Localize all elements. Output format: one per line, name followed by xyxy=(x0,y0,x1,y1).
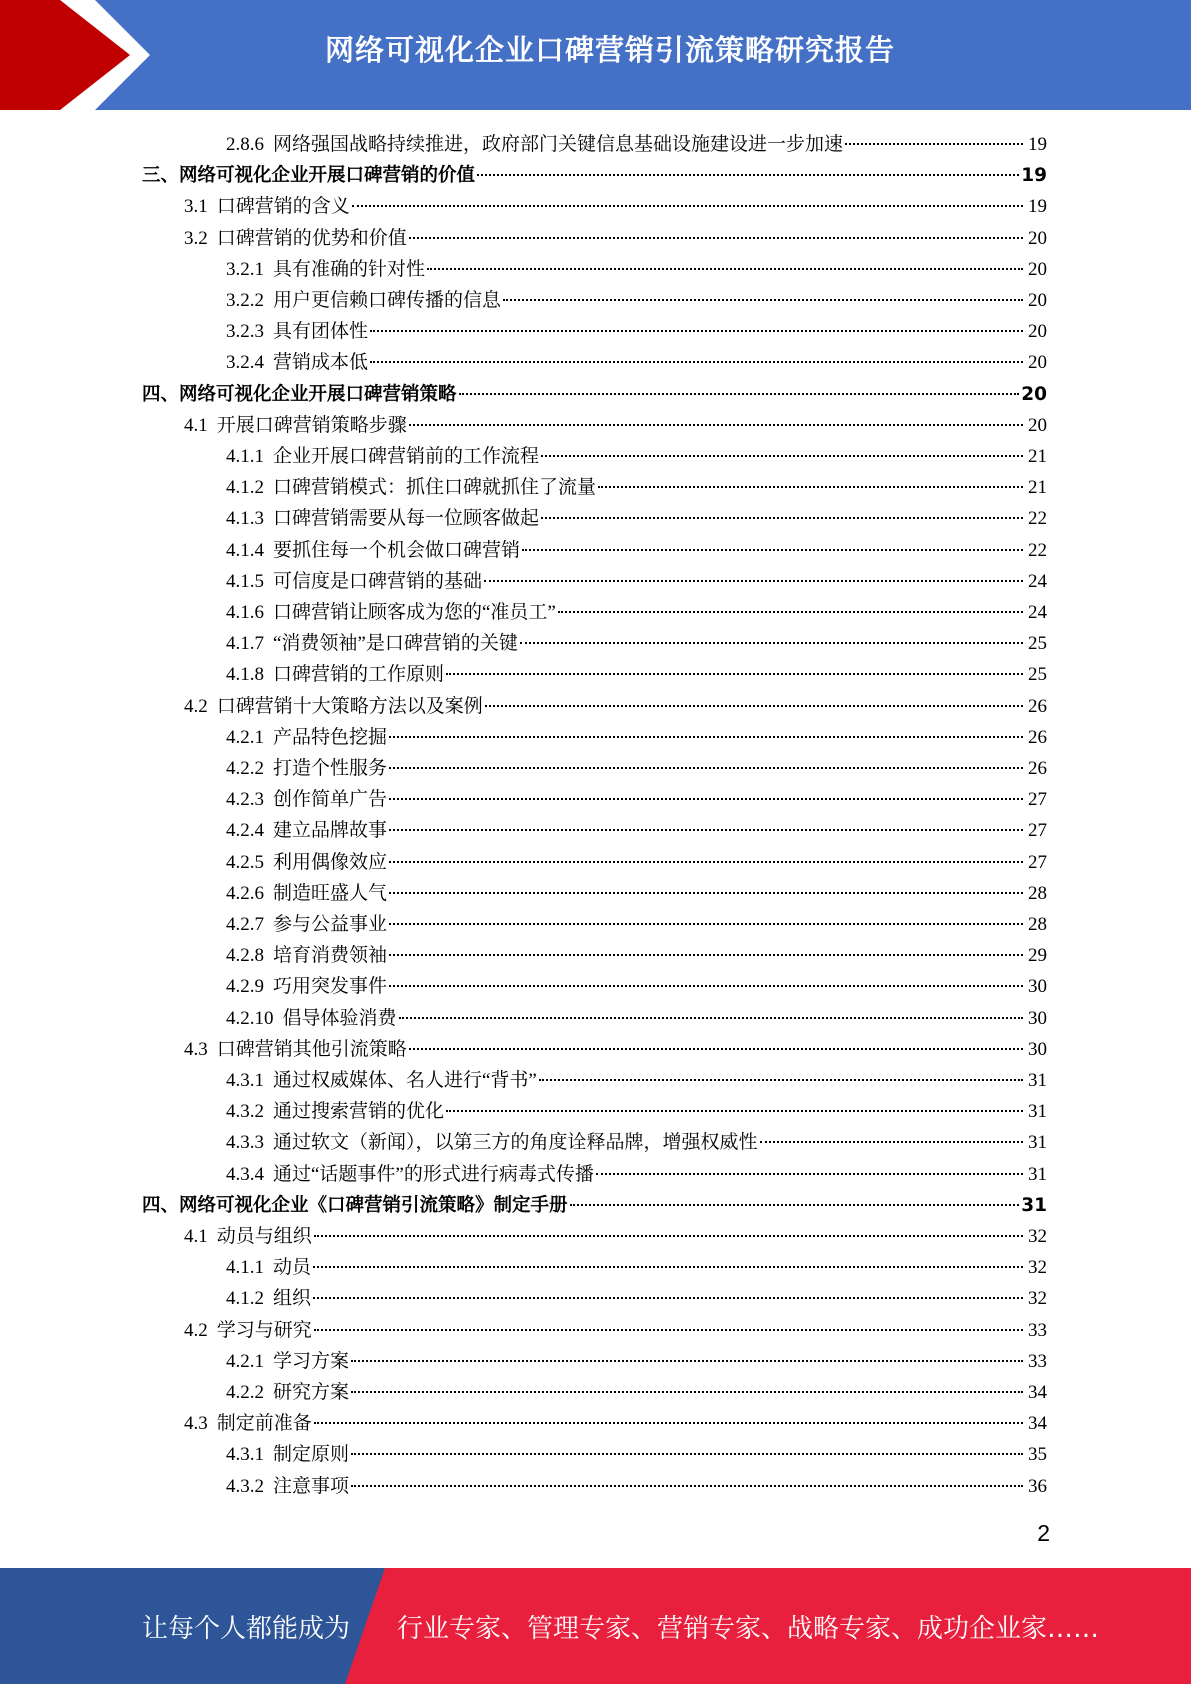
toc-dot-leader xyxy=(399,1017,1023,1019)
toc-dot-leader xyxy=(760,1141,1023,1143)
toc-entry-number: 4.2.6 xyxy=(226,882,264,904)
toc-entry[interactable] xyxy=(226,1283,1047,1314)
toc-dot-leader xyxy=(351,1453,1023,1455)
toc-entry-page: 22 xyxy=(1028,508,1047,530)
toc-entry-title: 参与公益事业 xyxy=(273,914,388,935)
toc-entry-title: 营销成本低 xyxy=(273,352,369,374)
toc-dot-leader xyxy=(389,829,1023,831)
toc-entry-title: 口碑营销的含义 xyxy=(216,196,350,218)
toc-entry[interactable] xyxy=(226,254,1047,285)
toc-entry[interactable] xyxy=(226,878,1047,909)
toc-entry-page: 27 xyxy=(1028,789,1047,811)
toc-entry-number: 4.3 xyxy=(184,1038,208,1060)
toc-entry-title: 通过权威媒体、名人进行“背书” xyxy=(273,1070,537,1091)
toc-entry-number: 4.2.9 xyxy=(226,976,264,998)
toc-entry-number: 4.1.1 xyxy=(226,446,264,467)
toc-entry-title: 口碑营销的工作原则 xyxy=(273,664,445,686)
toc-entry-page: 31 xyxy=(1021,1194,1047,1216)
toc-entry-title: “消费领袖”是口碑营销的关键 xyxy=(273,633,518,655)
toc-entry-title: 四、网络可视化企业《口碑营销引流策略》制定手册 xyxy=(142,1194,568,1216)
toc-entry-number: 4.2.3 xyxy=(226,789,264,811)
toc-dot-leader xyxy=(845,143,1023,145)
toc-entry[interactable] xyxy=(226,971,1047,1002)
toc-dot-leader xyxy=(427,268,1023,270)
page-footer xyxy=(0,1568,1191,1684)
toc-dot-leader xyxy=(409,237,1023,239)
toc-entry-page: 26 xyxy=(1028,726,1047,748)
toc-entry-title: 动员 xyxy=(273,1257,312,1279)
toc-entry-title: 创作简单广告 xyxy=(273,789,388,811)
footer-slogan-left: 让每个人都能成为 xyxy=(142,1614,351,1644)
toc-entry-title: 通过“话题事件”的形式进行病毒式传播 xyxy=(273,1163,594,1185)
toc-entry-title: 注意事项 xyxy=(273,1475,350,1497)
toc-entry-number: 4.1.5 xyxy=(226,570,264,592)
toc-entry-title: 口碑营销模式：抓住口碑就抓住了流量 xyxy=(273,477,597,499)
toc-entry-page: 31 xyxy=(1028,1132,1047,1154)
toc-entry-page: 22 xyxy=(1028,539,1047,561)
toc-entry-page: 25 xyxy=(1028,664,1047,686)
toc-entry-page: 20 xyxy=(1028,227,1047,249)
toc-entry-page: 35 xyxy=(1028,1444,1047,1466)
toc-entry-page: 36 xyxy=(1028,1475,1047,1497)
toc-entry-page: 28 xyxy=(1028,882,1047,904)
toc-entry-page: 34 xyxy=(1028,1382,1047,1403)
toc-entry[interactable] xyxy=(226,1127,1047,1158)
toc-dot-leader xyxy=(520,642,1023,644)
toc-entry-number: 4.3.2 xyxy=(226,1475,264,1497)
toc-entry-page: 20 xyxy=(1028,414,1047,436)
toc-dot-leader xyxy=(314,1329,1023,1331)
toc-entry-page: 20 xyxy=(1028,352,1047,374)
toc-entry-number: 3.2.4 xyxy=(226,352,264,374)
toc-dot-leader xyxy=(352,205,1023,207)
toc-dot-leader xyxy=(313,1297,1023,1299)
toc-entry[interactable] xyxy=(226,285,1047,316)
toc-dot-leader xyxy=(351,1485,1023,1487)
toc-entry-page: 24 xyxy=(1028,570,1047,592)
toc-entry-page: 32 xyxy=(1028,1257,1047,1279)
toc-dot-leader xyxy=(314,1235,1023,1237)
toc-entry-number: 4.1.2 xyxy=(226,1288,264,1310)
toc-dot-leader xyxy=(370,361,1023,363)
toc-entry-title: 利用偶像效应 xyxy=(273,851,388,873)
toc-dot-leader xyxy=(446,1110,1023,1112)
toc-entry-number: 3.2.2 xyxy=(226,290,264,311)
toc-entry[interactable] xyxy=(226,1346,1047,1377)
toc-dot-leader xyxy=(596,1173,1023,1175)
toc-entry-page: 25 xyxy=(1028,633,1047,655)
toc-entry-title: 倡导体验消费 xyxy=(282,1007,397,1029)
toc-entry[interactable] xyxy=(226,722,1047,753)
toc-entry-number: 4.2.4 xyxy=(226,820,264,842)
toc-dot-leader xyxy=(541,455,1023,457)
toc-entry-title: 要抓住每一个机会做口碑营销 xyxy=(273,539,521,561)
toc-entry[interactable] xyxy=(142,160,1047,191)
toc-entry[interactable] xyxy=(226,503,1047,534)
toc-entry-title: 制定原则 xyxy=(273,1444,350,1466)
toc-entry-title: 通过软文（新闻），以第三方的角度诠释品牌，增强权威性 xyxy=(273,1132,758,1154)
toc-entry[interactable] xyxy=(226,1065,1047,1096)
toc-entry-number: 3.2.3 xyxy=(226,321,264,343)
toc-entry-page: 32 xyxy=(1028,1288,1047,1310)
toc-dot-leader xyxy=(485,705,1023,707)
toc-entry-title: 制定前准备 xyxy=(216,1413,312,1435)
toc-dot-leader xyxy=(522,549,1023,551)
toc-entry[interactable] xyxy=(184,1034,1047,1065)
toc-dot-leader xyxy=(314,1422,1023,1424)
toc-entry-number: 4.3.1 xyxy=(226,1070,264,1091)
toc-entry-number: 4.2 xyxy=(184,695,208,717)
toc-entry-page: 32 xyxy=(1028,1226,1047,1247)
page-header xyxy=(0,0,1191,110)
toc-entry-number: 4.1.4 xyxy=(226,539,264,561)
toc-entry[interactable] xyxy=(226,1439,1047,1470)
toc-entry-number: 4.1.2 xyxy=(226,477,264,499)
footer-slogan-right: 行业专家、管理专家、营销专家、战略专家、成功企业家…… xyxy=(397,1614,1100,1644)
toc-entry-title: 用户更信赖口碑传播的信息 xyxy=(273,290,502,311)
toc-entry-number: 3.2.1 xyxy=(226,258,264,280)
toc-dot-leader xyxy=(446,673,1023,675)
toc-dot-leader xyxy=(389,798,1023,800)
toc-entry-page: 26 xyxy=(1028,695,1047,717)
toc-entry-number: 4.3 xyxy=(184,1413,208,1435)
toc-entry[interactable] xyxy=(226,784,1047,815)
toc-entry[interactable] xyxy=(226,566,1047,597)
toc-entry-number: 4.2 xyxy=(184,1319,208,1341)
toc-entry-page: 33 xyxy=(1028,1319,1047,1341)
toc-entry-title: 口碑营销让顾客成为您的“准员工” xyxy=(273,602,556,623)
toc-entry-page: 21 xyxy=(1028,446,1047,467)
toc-entry-page: 31 xyxy=(1028,1070,1047,1091)
toc-entry-page: 19 xyxy=(1028,134,1047,155)
toc-entry-page: 30 xyxy=(1028,976,1047,998)
toc-entry[interactable] xyxy=(184,223,1047,254)
toc-dot-leader xyxy=(389,892,1023,894)
toc-entry-number: 4.1.3 xyxy=(226,508,264,530)
document-title: 网络可视化企业口碑营销引流策略研究报告 xyxy=(324,33,895,67)
toc-entry-number: 4.3.3 xyxy=(226,1132,264,1154)
toc-entry-title: 学习方案 xyxy=(273,1350,350,1372)
toc-entry[interactable] xyxy=(226,441,1047,472)
toc-entry-number: 4.2.10 xyxy=(226,1007,274,1029)
toc-entry[interactable] xyxy=(226,909,1047,940)
toc-entry-title: 培育消费领袖 xyxy=(273,945,388,967)
toc-entry-number: 4.1.6 xyxy=(226,602,264,623)
toc-entry-title: 巧用突发事件 xyxy=(273,976,388,998)
toc-entry-number: 4.1.7 xyxy=(226,633,264,655)
toc-entry-number: 4.3.4 xyxy=(226,1163,264,1185)
toc-entry[interactable] xyxy=(226,1377,1047,1408)
toc-entry-title: 打造个性服务 xyxy=(273,758,388,779)
toc-entry[interactable] xyxy=(226,1252,1047,1283)
toc-entry[interactable] xyxy=(226,940,1047,971)
toc-dot-leader xyxy=(389,923,1023,925)
toc-entry[interactable] xyxy=(226,659,1047,690)
toc-entry[interactable] xyxy=(226,1096,1047,1127)
toc-entry-page: 19 xyxy=(1021,165,1047,187)
toc-entry[interactable] xyxy=(226,347,1047,378)
toc-entry-number: 4.2.1 xyxy=(226,1350,264,1372)
toc-entry[interactable] xyxy=(142,1190,1047,1221)
toc-entry-title: 企业开展口碑营销前的工作流程 xyxy=(273,446,540,467)
toc-entry-page: 29 xyxy=(1028,945,1047,967)
toc-dot-leader xyxy=(477,174,1019,176)
toc-dot-leader xyxy=(389,736,1023,738)
toc-entry-title: 具有准确的针对性 xyxy=(273,258,426,280)
toc-entry-title: 网络强国战略持续推进，政府部门关键信息基础设施建设进一步加速 xyxy=(273,134,844,155)
toc-entry[interactable] xyxy=(142,379,1047,410)
toc-entry-title: 口碑营销其他引流策略 xyxy=(216,1038,407,1060)
toc-entry-number: 4.1 xyxy=(184,414,208,436)
toc-entry-number: 3.1 xyxy=(184,196,208,218)
toc-entry-number: 4.1.8 xyxy=(226,664,264,686)
toc-entry-page: 21 xyxy=(1028,477,1047,499)
toc-dot-leader xyxy=(313,1266,1023,1268)
toc-entry-title: 开展口碑营销策略步骤 xyxy=(216,414,407,436)
toc-entry-title: 学习与研究 xyxy=(216,1319,312,1341)
toc-entry-page: 31 xyxy=(1028,1101,1047,1123)
toc-entry-number: 4.2.8 xyxy=(226,945,264,967)
toc-dot-leader xyxy=(389,954,1023,956)
toc-entry-title: 可信度是口碑营销的基础 xyxy=(273,570,483,592)
toc-dot-leader xyxy=(351,1391,1023,1393)
toc-entry-title: 产品特色挖掘 xyxy=(273,726,388,748)
toc-dot-leader xyxy=(539,1079,1023,1081)
toc-entry-title: 口碑营销需要从每一位顾客做起 xyxy=(273,508,540,530)
toc-entry-number: 4.3.1 xyxy=(226,1444,264,1466)
toc-entry[interactable] xyxy=(226,815,1047,846)
toc-entry-page: 27 xyxy=(1028,820,1047,842)
toc-entry-title: 建立品牌故事 xyxy=(273,820,388,842)
toc-entry[interactable] xyxy=(226,753,1047,784)
toc-entry-page: 28 xyxy=(1028,914,1047,935)
toc-entry-page: 33 xyxy=(1028,1350,1047,1372)
toc-entry[interactable] xyxy=(184,1408,1047,1439)
toc-entry-page: 19 xyxy=(1028,196,1047,218)
toc-entry-number: 4.2.2 xyxy=(226,1382,264,1403)
toc-entry[interactable] xyxy=(226,597,1047,628)
page-number: 2 xyxy=(1037,1520,1050,1546)
toc-dot-leader xyxy=(541,517,1023,519)
toc-dot-leader xyxy=(370,330,1023,332)
toc-entry-title: 通过搜索营销的优化 xyxy=(273,1101,445,1123)
toc-entry-title: 口碑营销的优势和价值 xyxy=(216,227,407,249)
toc-entry-title: 研究方案 xyxy=(273,1382,350,1403)
toc-dot-leader xyxy=(409,1048,1023,1050)
toc-dot-leader xyxy=(459,393,1020,395)
toc-entry[interactable] xyxy=(184,191,1047,222)
toc-entry-number: 4.2.2 xyxy=(226,758,264,779)
toc-entry-page: 20 xyxy=(1028,258,1047,280)
toc-entry-page: 20 xyxy=(1028,321,1047,343)
toc-entry[interactable] xyxy=(184,1221,1047,1252)
toc-entry-page: 30 xyxy=(1028,1007,1047,1029)
toc-entry-title: 三、网络可视化企业开展口碑营销的价值 xyxy=(142,165,476,187)
toc-dot-leader xyxy=(558,611,1023,613)
toc-entry[interactable] xyxy=(226,847,1047,878)
toc-entry-number: 4.3.2 xyxy=(226,1101,264,1123)
toc-entry-page: 34 xyxy=(1028,1413,1047,1435)
toc-entry[interactable] xyxy=(226,472,1047,503)
toc-dot-leader xyxy=(389,767,1023,769)
toc-dot-leader xyxy=(503,299,1023,301)
toc-entry[interactable] xyxy=(184,691,1047,722)
toc-entry-number: 2.8.6 xyxy=(226,134,264,155)
toc-entry-number: 4.2.5 xyxy=(226,851,264,873)
toc-entry-page: 24 xyxy=(1028,602,1047,623)
toc-entry-number: 4.1.1 xyxy=(226,1257,264,1279)
toc-dot-leader xyxy=(484,580,1023,582)
toc-entry-page: 20 xyxy=(1028,290,1047,311)
toc-entry-title: 口碑营销十大策略方法以及案例 xyxy=(216,695,483,717)
toc-entry[interactable] xyxy=(226,1159,1047,1190)
toc-entry-page: 31 xyxy=(1028,1163,1047,1185)
toc-entry[interactable] xyxy=(184,410,1047,441)
toc-entry-page: 26 xyxy=(1028,758,1047,779)
toc-entry[interactable] xyxy=(226,1471,1047,1502)
toc-entry-title: 具有团体性 xyxy=(273,321,369,343)
toc-entry[interactable] xyxy=(226,535,1047,566)
toc-entry-page: 27 xyxy=(1028,851,1047,873)
toc-entry-number: 3.2 xyxy=(184,227,208,249)
toc-entry-title: 组织 xyxy=(273,1288,312,1310)
toc-dot-leader xyxy=(409,424,1023,426)
toc-entry-title: 动员与组织 xyxy=(216,1226,312,1247)
toc-entry-number: 4.2.1 xyxy=(226,726,264,748)
toc-dot-leader xyxy=(389,985,1023,987)
toc-entry-title: 制造旺盛人气 xyxy=(273,882,388,904)
toc-entry[interactable] xyxy=(226,129,1047,160)
toc-entry-number: 4.2.7 xyxy=(226,914,264,935)
toc-dot-leader xyxy=(570,1204,1020,1206)
toc-entry-number: 4.1 xyxy=(184,1226,208,1247)
toc-entry[interactable] xyxy=(226,1003,1047,1034)
toc-entry-title: 四、网络可视化企业开展口碑营销策略 xyxy=(142,383,457,405)
toc-dot-leader xyxy=(389,861,1023,863)
toc-entry[interactable] xyxy=(226,316,1047,347)
toc-entry[interactable] xyxy=(184,1315,1047,1346)
toc-entry-page: 20 xyxy=(1021,383,1047,405)
toc-entry[interactable] xyxy=(226,628,1047,659)
toc-dot-leader xyxy=(598,486,1023,488)
toc-entry-page: 30 xyxy=(1028,1038,1047,1060)
toc-dot-leader xyxy=(351,1360,1023,1362)
